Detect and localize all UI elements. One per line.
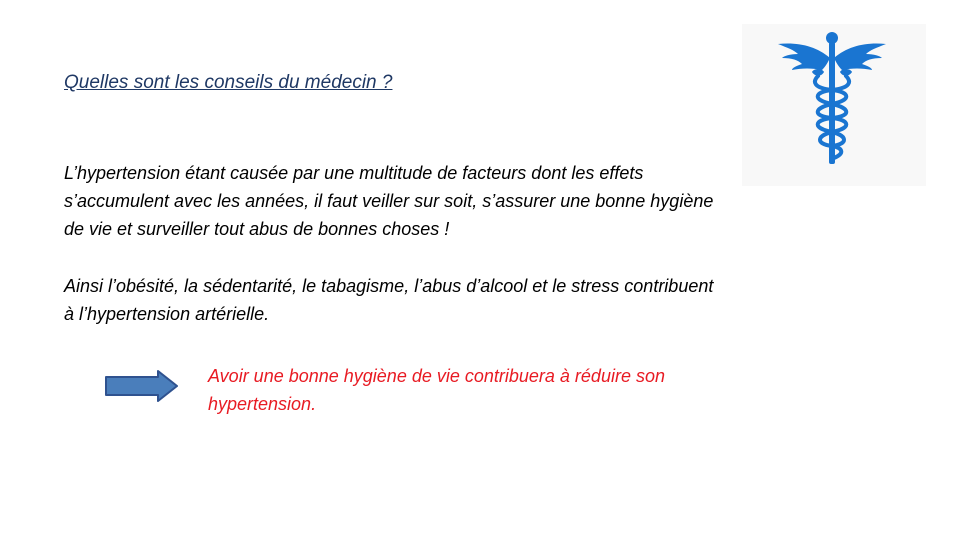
paragraph-risk-factors: [64, 272, 904, 328]
right-arrow-icon: [104, 369, 180, 403]
paragraph-line: Ainsi l’obésité, la sédentarité, le tabagisme, l’abus d’alcool et le stress contribuent: [64, 276, 714, 296]
caduceus-icon: [742, 24, 926, 186]
caduceus-logo: [742, 24, 926, 186]
paragraph-line: s’accumulent avec les années, il faut veiller sur soit, s’assurer une bonne hygiène: [64, 191, 714, 211]
conclusion-line: hypertension.: [208, 394, 317, 414]
paragraph-line: L’hypertension étant causée par une multitude de facteurs dont les effets: [64, 163, 644, 183]
paragraph-line: à l’hypertension artérielle.: [64, 304, 270, 324]
conclusion-line: Avoir une bonne hygiène de vie contribuera à réduire son: [208, 366, 665, 386]
paragraph-line: de vie et surveiller tout abus de bonnes choses !: [64, 219, 450, 239]
slide-title: Quelles sont les conseils du médecin ?: [64, 72, 393, 93]
conclusion-text: [208, 362, 665, 418]
